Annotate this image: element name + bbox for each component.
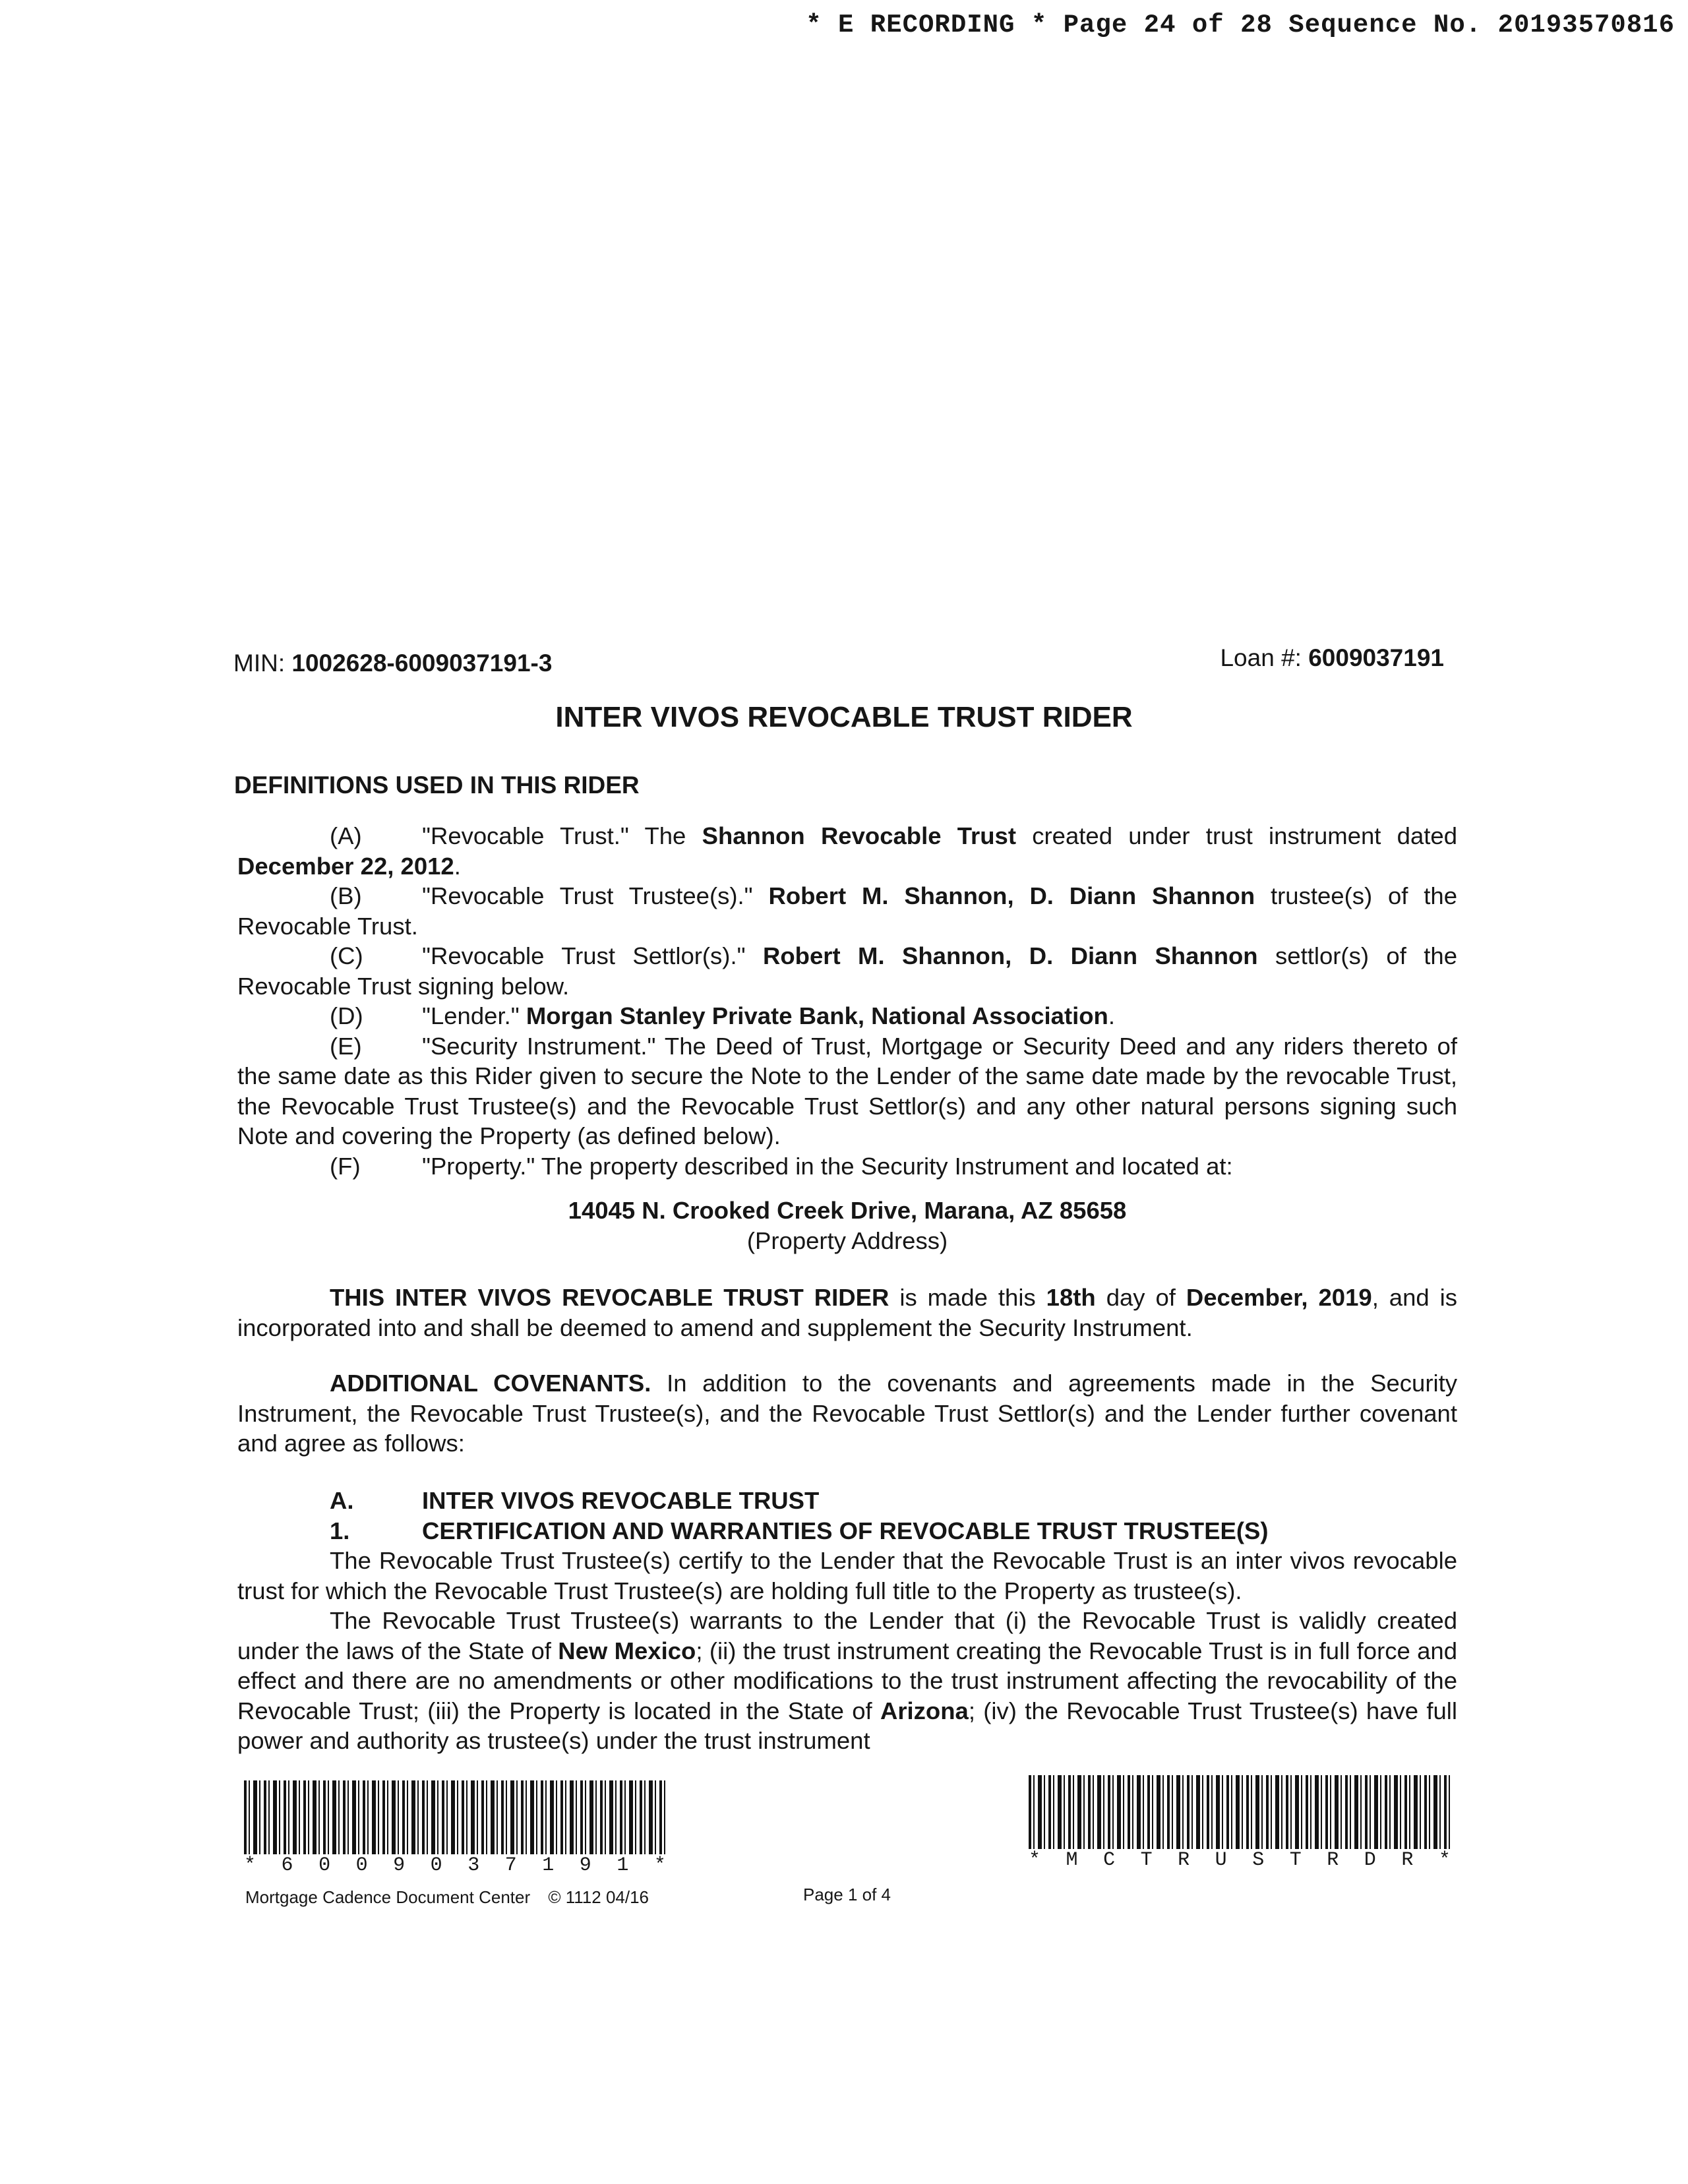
property-address (237, 1196, 1457, 1226)
definitions-heading: DEFINITIONS USED IN THIS RIDER (234, 772, 640, 799)
section-a-heading (237, 1486, 1457, 1516)
loan-number (1220, 644, 1444, 672)
warranty-text: ; (iv) the Revocable Trust Trustee(s) have full power and authority as trustee(s) under the trust instrument (237, 1697, 1457, 1754)
lender-name: Morgan Stanley Private Bank, National Association (526, 1002, 1108, 1029)
barcode-character: * (1438, 1849, 1451, 1871)
rider-day: 18th (1046, 1284, 1096, 1311)
property-address-block (237, 1196, 1457, 1256)
definition-label: (F) (330, 1152, 361, 1180)
property-state: Arizona (880, 1697, 969, 1724)
barcode-character: 9 (393, 1854, 406, 1877)
definition-label: (A) (330, 822, 362, 849)
trustee-names: Robert M. Shannon, D. Diann Shannon (768, 882, 1255, 909)
rider-text: day of (1095, 1284, 1186, 1311)
definition-text: "Security Instrument." The Deed of Trust, Mortgage or Security Deed and any riders thereto of the same date as this Rider given to secure the Note to the Lender of the same date made by the revocable Trust, the Revocable Trust Trustee(s) and the Revocable Trust Settlor(s) and any other natural persons signing such Note and covering the Property (as defined below). (237, 1032, 1457, 1149)
page-number: Page 1 of 4 (803, 1885, 891, 1904)
definition-text: "Lender." (422, 1002, 526, 1029)
barcode-character: 6 (281, 1854, 293, 1877)
property-address-caption: (Property Address) (746, 1227, 948, 1254)
definition-text: "Revocable Trust Settlor(s)." (422, 942, 763, 969)
definition-text: settlor(s) of the Revocable Trust signing below. (237, 942, 1458, 1000)
definition-text: created under trust instrument dated (1016, 822, 1458, 849)
definition-f (237, 1151, 1457, 1182)
form-barcode-label (1029, 1849, 1451, 1871)
loan-barcode-label (244, 1854, 666, 1877)
definition-label: (C) (330, 942, 363, 969)
definition-label: (B) (330, 882, 362, 909)
section-number: A. (330, 1487, 354, 1514)
form-barcode (1029, 1775, 1451, 1871)
definition-label: (E) (330, 1032, 362, 1060)
barcode-character: M (1066, 1849, 1078, 1871)
definition-text: "Revocable Trust Trustee(s)." (422, 882, 769, 909)
trust-name: Shannon Revocable Trust (702, 822, 1017, 849)
barcode-character: 0 (430, 1854, 442, 1877)
barcode-character: D (1364, 1849, 1376, 1871)
barcode-character: * (1029, 1849, 1041, 1871)
rider-text: is made this (889, 1284, 1046, 1311)
definitions-list (237, 821, 1457, 1181)
barcode-character: 0 (355, 1854, 368, 1877)
trust-date: December 22, 2012 (237, 852, 454, 880)
barcode-character: S (1252, 1849, 1265, 1871)
definition-text: "Revocable Trust." The (422, 822, 702, 849)
definition-c (237, 941, 1457, 1001)
certification-paragraph: The Revocable Trust Trustee(s) certify to the Lender that the Revocable Trust is an inter vivos revocable trust for which the Revocable Trust Trustee(s) are holding full title to the Property as trustee(s). (237, 1547, 1457, 1604)
settlor-names: Robert M. Shannon, D. Diann Shannon (763, 942, 1258, 969)
barcode-character: C (1103, 1849, 1116, 1871)
form-copyright: © 1112 04/16 (548, 1887, 649, 1907)
barcode-character: 7 (504, 1854, 517, 1877)
definition-label: (D) (330, 1002, 363, 1029)
form-barcode-bars (1029, 1775, 1451, 1849)
rider-text: , and is incorporated into and shall be deemed to amend and supplement the Security Instrument. (237, 1284, 1457, 1341)
warranty-text: The Revocable Trust Trustee(s) warrants to the Lender that (i) the Revocable Trust is validly created under the laws of the State of (237, 1607, 1457, 1664)
definition-text: . (1108, 1002, 1115, 1029)
barcode-character: T (1140, 1849, 1153, 1871)
property-address-text: 14045 N. Crooked Creek Drive, Marana, AZ 85658 (568, 1197, 1127, 1224)
definition-a (237, 821, 1457, 881)
barcode-character: 0 (318, 1854, 331, 1877)
document-center-footer (245, 1887, 649, 1908)
section-title: INTER VIVOS REVOCABLE TRUST (422, 1487, 820, 1514)
barcode-character: R (1178, 1849, 1190, 1871)
barcode-character: 1 (617, 1854, 629, 1877)
definition-text: "Property." The property described in the Security Instrument and located at: (422, 1152, 1233, 1180)
covenants-heading: ADDITIONAL COVENANTS. (330, 1370, 651, 1397)
warranty-text: ; (ii) the trust instrument creating the Revocable Trust is in full force and effect and there are no amendments or other modifications to the trust instrument affecting the revocability of the Revocable Trust; (iii) the Property is located in the State of (237, 1637, 1458, 1724)
definition-d (237, 1001, 1457, 1031)
rider-paragraph (237, 1283, 1457, 1343)
section-1-heading (237, 1516, 1457, 1546)
document-title: INTER VIVOS REVOCABLE TRUST RIDER (555, 701, 1133, 733)
document-center-name: Mortgage Cadence Document Center (245, 1887, 531, 1907)
loan-barcode (244, 1780, 666, 1877)
barcode-character: 9 (579, 1854, 591, 1877)
covenants-text: In addition to the covenants and agreements made in the Security Instrument, the Revocable Trust Trustee(s), and the Revocable Trust Settlor(s) and the Lender further covenant and agree as follows: (237, 1370, 1457, 1457)
barcode-character: R (1401, 1849, 1414, 1871)
barcode-character: 3 (467, 1854, 480, 1877)
barcode-character: T (1289, 1849, 1302, 1871)
rider-month-year: December, 2019 (1186, 1284, 1372, 1311)
rider-name: THIS INTER VIVOS REVOCABLE TRUST RIDER (330, 1284, 889, 1311)
min-value: 1002628-6009037191-3 (291, 650, 553, 677)
section-title: CERTIFICATION AND WARRANTIES OF REVOCABLE TRUST TRUSTEE(S) (422, 1517, 1269, 1544)
recording-header: * E RECORDING * Page 24 of 28 Sequence No. 20193570816 (806, 11, 1675, 40)
section-a-block (237, 1486, 1457, 1756)
loan-value: 6009037191 (1308, 644, 1444, 671)
covenants-paragraph (237, 1368, 1457, 1459)
loan-barcode-bars (244, 1780, 666, 1854)
loan-label: Loan #: (1220, 644, 1309, 671)
barcode-character: * (653, 1854, 666, 1877)
definition-e (237, 1031, 1457, 1151)
warranties-paragraph (237, 1606, 1457, 1756)
definition-b (237, 881, 1457, 941)
definition-text: trustee(s) of the Revocable Trust. (237, 882, 1458, 940)
definition-text: . (454, 852, 461, 880)
min-label: MIN: (233, 650, 292, 677)
trust-state: New Mexico (558, 1637, 696, 1664)
barcode-character: U (1215, 1849, 1227, 1871)
min-number (233, 650, 552, 677)
section-number: 1. (330, 1517, 350, 1544)
barcode-character: * (244, 1854, 256, 1877)
barcode-character: 1 (542, 1854, 555, 1877)
barcode-character: R (1327, 1849, 1339, 1871)
